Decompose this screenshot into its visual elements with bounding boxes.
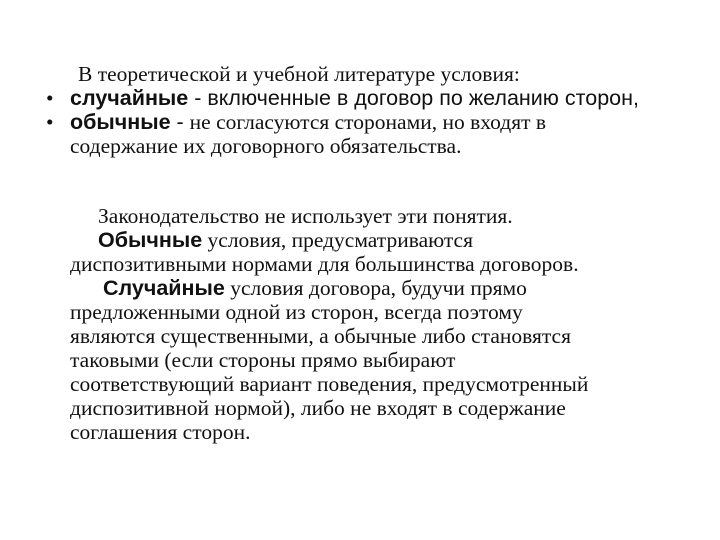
term-ordinary-2: Обычные — [98, 228, 203, 252]
term-random-2: Случайные — [103, 276, 225, 300]
paragraph-ordinary-line1: условия, предусматриваются — [202, 228, 473, 252]
main-body — [70, 204, 690, 444]
intro-text: В теоретической и учебной литературе условия: — [78, 62, 520, 86]
bullet-list — [46, 86, 710, 158]
definition-ordinary: не согласуются сторонами, но входят в — [189, 110, 547, 134]
paragraph-random-line: предложенными одной из сторон, всегда поэтому — [70, 300, 523, 324]
term-random: случайные — [70, 86, 189, 110]
paragraph-random — [70, 276, 690, 300]
bullet-item-ordinary — [46, 110, 710, 158]
dash: - — [170, 110, 190, 134]
paragraph-random-line: являются существенными, а обычные либо становятся — [70, 324, 571, 348]
definition-ordinary-cont: содержание их договорного обязательства. — [70, 134, 462, 158]
term-ordinary: обычные — [70, 110, 171, 134]
dash: - — [188, 86, 208, 110]
definition-random: включенные в договор по желанию сторон, — [207, 86, 639, 110]
paragraph-ordinary — [70, 228, 690, 252]
bullet-item-random — [46, 86, 710, 110]
bullet-dot-icon: • — [46, 86, 54, 110]
bullet-dot-icon: • — [46, 110, 54, 134]
paragraph-ordinary-line2: диспозитивными нормами для большинства договоров. — [70, 252, 579, 276]
paragraph-random-line1: условия договора, будучи прямо — [224, 276, 527, 300]
paragraph-legislation: Законодательство не использует эти понятия. — [98, 204, 513, 228]
paragraph-random-line: соответствующий вариант поведения, предусмотренный — [70, 372, 589, 396]
paragraph-random-line: соглашения сторон. — [70, 420, 251, 444]
paragraph-random-line: таковыми (если стороны прямо выбирают — [70, 348, 456, 372]
paragraph-random-line: диспозитивной нормой), либо не входят в содержание — [70, 396, 566, 420]
